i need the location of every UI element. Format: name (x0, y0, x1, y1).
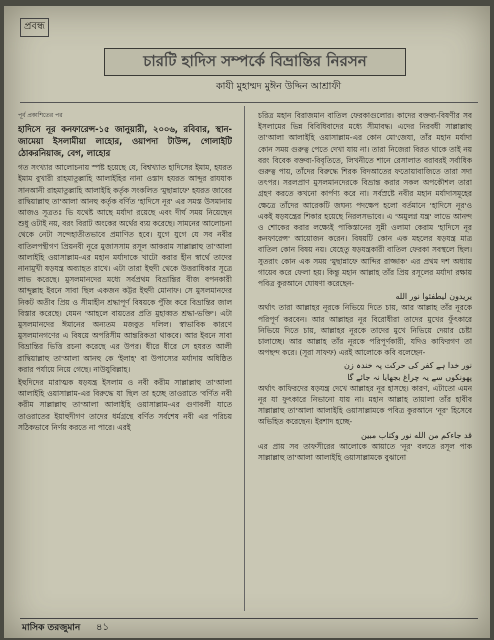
paragraph: ইহুদিদের মারাত্মক ষড়যন্ত্র ইসলাম ও নবী করীম সাল্লাল্লাহু তা'আলা আলাইহি ওয়াসাল্লাম-এর বিরুদ্ধে যা ছিল তা হচ্ছে তাওরাতে 'বর্ণিত নবী করীম সাল্লাল্লাহু তা'আলা আলাইহি ওয়াসাল্লাম-এর গুণাবলী যাতে তাওরাতের ইয়াহুদীগণ তাদের ধর্মগ্রন্থে বর্ণিত সর্বশেষ নবী এর পরিচয় সঠিকভাবে নির্ণয় করতে না পারে। এরই (18, 378, 232, 432)
paragraph: অর্থাৎ তারা আল্লাহর নূরকে নিভিয়ে দিতে চায়, আর আল্লাহ তাঁর নূরকে পরিপূর্ণ করবেন। আর আল্লাহর নূর বিরোধীরা তাদের মুখের ফুঁৎকারে নিভিয়ে দিতে চায়, আল্লাহর নূরকে তাদের মুখে নিভিয়ে দেয়ার চেষ্টা চালাচ্ছে। আর আল্লাহ তাঁর নূরকে পরিপূর্ণকারী, যদিও কাফিরগণ তা অপছন্দ করে। (সূরা সাফফ) এরই আলোকে কবি বলেছেন- (258, 303, 472, 358)
urdu-couplet-line: پھونکوں سے یہ چراغ بجھایا نہ جائے گا (347, 372, 472, 382)
left-column (18, 110, 232, 610)
footer-divider (20, 618, 478, 619)
page-number: ৪১ (96, 622, 109, 633)
urdu-couplet-line: نور خدا ہے کفر کی حرکت پہ خندہ زن (344, 361, 472, 371)
paragraph: চরিত্র মহান বিরাজমান বাতিল ফেরকাগুলোর। কাদের বক্তব্য-বিষণীর সব ইসলামের ভিন্ন বিবিধিবাদের মধ্যে সীমাবদ্ধ। এদের নিরবধী সাল্লাল্লাহু তা'আলা আলাইহি ওয়াসাল্লাম-এর কোন মো'জেযা, তাঁর মহান মর্যাদা কোন সময় গুরুত্ব পেতে দেখা যায় না। তারা নিজেরা বিরত থাকে তাই নয় বরং বিবেক বক্তব্য-বিবৃতিতে, লিখনীতে শানে রেসালাত বরাবরই সর্বাধিক গুরুত্ব পায়, তাঁদের বিরুদ্ধে শিরক বিদআতের ফতোয়াবাজিতে তারা সদা তৎপর। সরলপ্রাণ মুসলমানদেরকে বিভ্রান্ত করার সকল অপকৌশল তারা গ্রহণ করতে কখনো কার্পণ্য করে না। সর্বস্রষ্টে নবীর মহান মর্যাদাসমূহের ক্ষেত্রে তাঁদের আরেকটি জঘন্য পদক্ষেপ হলো বর্তমানে 'হাদিসে নূর'ও একই ষড়যন্ত্রের শিকার হয়েছে নিরলসভাবে। এ 'অমুলগ্ন যন্ত্র' লাভে আনন্দ ও শোকের করার লক্ষ্যেই পাকিস্তানের সুন্নী ওলামা কেরাম 'হাদিসে নূর কনফারেন্স' আয়োজন করেন। বিষয়টি কোন এক মহলের ষড়যন্ত্র মাত্র বাতিল কোন বিষয় নয়। যেহেতু ষড়যন্ত্রকারী বাতিল ফেরকা সবস্থলে ছিল। সুতরাং কোন এক সময় 'মুছান্নাফে আব্দির রাজ্জাক' এর প্রথম দশ অধ্যায় গায়েব করে ফেলা হয়। কিন্তু মহান আল্লাহ তাঁর প্রিয় রসূলের মর্যাদা রক্ষায় পবিত্র কুরআনে ঘোষণা করেছেন- (258, 111, 472, 289)
arabic-verse: يريدون ليطفئوا نور الله (395, 292, 472, 302)
conference-dateline: হাদিসে নূর কনফারেন্স-১৫ জানুয়ারী, ২০০৬, রবিবার, স্থান-জামেয়া ইসলামীয়া লাহোর, ওয়াপদা টাউন্স, গোলাইটি ঠোকরনিয়াজ, বেগ, লাহোর (18, 124, 232, 159)
right-column (258, 110, 472, 610)
section-tag: প্রবন্ধ (20, 18, 49, 37)
paragraph: গত সংখ্যার আলোচনায় স্পষ্ট হয়েছে যে, বিশ্বখ্যাত হাদিসের ইমাম, হযরত ইমাম বুখারী রাহমাতুল্লাহি আলাইহির নানা ওস্তাদ হযরত আব্দুর রাযযাক সানআনী রাহমাতুল্লাহি আলাইহি কর্তৃক সংকলিত 'মুছান্নাফে' হযরত জাবের রাদ্বিয়াল্লাহু তা'আলা আনহু কর্তৃক বর্ণিত 'হাদিসে নূর' এর সমস্ত উসমানায় আজও সূত্রতঃ ভি যথেষ্ট আছে মর্যাদা রয়েছে এবং দীর্ঘ সময় নিয়েছেন শুধু ওটাই নয়, বরং বিরাট অংকের অর্থের ব্যয় করেছে। সামনের আলোচনা থেকে নেটা সন্দেহাতীতভাবে প্রমাণিত হবে। যুগে যুগে যে সব নবীর বাতিলপন্থীগণ প্রিয়নবী নূরে মুজাসসাম রসূল আকরাম সাল্লাল্লাহু তা'আলা আলাইহি ওয়াসাল্লাম-এর মহান মর্যাদাকে খাটো করার হীন স্বার্থে তাদের নানামুখী ষড়যন্ত্র অব্যাহত রাখে। এটা তারা ইহুদী থেকে উত্তরাধিকার সূত্রে লাভ করেছে। মুসলমানদের মধ্যে সর্বপ্রথম বিভ্রান্তির বীজ বপনকারী আব্দুল্লাহ ইবনে সাবা ছিল একজন কট্টর ইহুদী মোনাফ। সে মুসলমানদের নিকট অতীব প্রিয় ও সীমাহীন শ্রদ্ধাপূর্ণ বিষয়কে পুঁজি করে বিভ্রান্তির জাল বিস্তার করেছে। যেমন 'আহলে বায়তের প্রতি মুহাব্বত শ্রদ্ধা-ভক্তি'। এটা মুসলমানদের ঈমানের অন্যতম মজবুত দলিল। স্বাভাবিক কারণে মুসলমানগণের এ বিষয়ে অপরিসীম আন্তরিকতা থাকবে। আর ইবনে সাবা বিভ্রান্তির ভিত্তি রচনা করেছে এর উপর। ধীরে ধীরে সে হযরত আলী রাদ্বিয়াল্লাহু তা'আলা আনহু কে 'ইলাহ' বা উপাস্যের মর্যাদায় অধিষ্ঠিত করার পর্যায়ে নিয়ে গেছে। নাউযুবিল্লাহ। (18, 163, 232, 374)
header-divider (20, 102, 478, 103)
magazine-logo: মাসিক তরজুমান (22, 623, 81, 633)
author-name: কাযী মুহাম্মদ মুঈন উদ্দিন আশ্রাফী (216, 81, 342, 92)
arabic-verse: قد جاءكم من الله نور وكتاب مبين (360, 430, 472, 440)
column-divider (244, 106, 245, 611)
magazine-page (4, 6, 490, 638)
article-title: চারটি হাদিস সম্পর্কে বিভ্রান্তির নিরসন (104, 48, 406, 76)
paragraph: এর প্রায় সব তাফসীরের আলোকে আয়াতে 'নূর' বলতে রসূল পাক সাল্লাল্লাহু তা'আলা আলাইহি ওয়াসাল্লামকে বুঝানো (258, 441, 472, 463)
continuation-note: পূর্ব প্রকাশিতের পর (18, 112, 63, 119)
paragraph: অর্থাৎ কাফিরদের ষড়যন্ত্র দেখে আল্লাহর নূর হাসছে। কারণ, এটাতো এমন নূর যা ফুৎকারে নিভানো যায় না। মহান আল্লাহ তায়ালা তাঁর হাবীব সাল্লাল্লাহু তা'আলা আলাইহি ওয়াসাল্লামকে পবিত্র কুরআনে 'নূর' হিসেবে অভিহিত করেছেন। ইরশাদ হচ্ছে- (258, 383, 472, 427)
